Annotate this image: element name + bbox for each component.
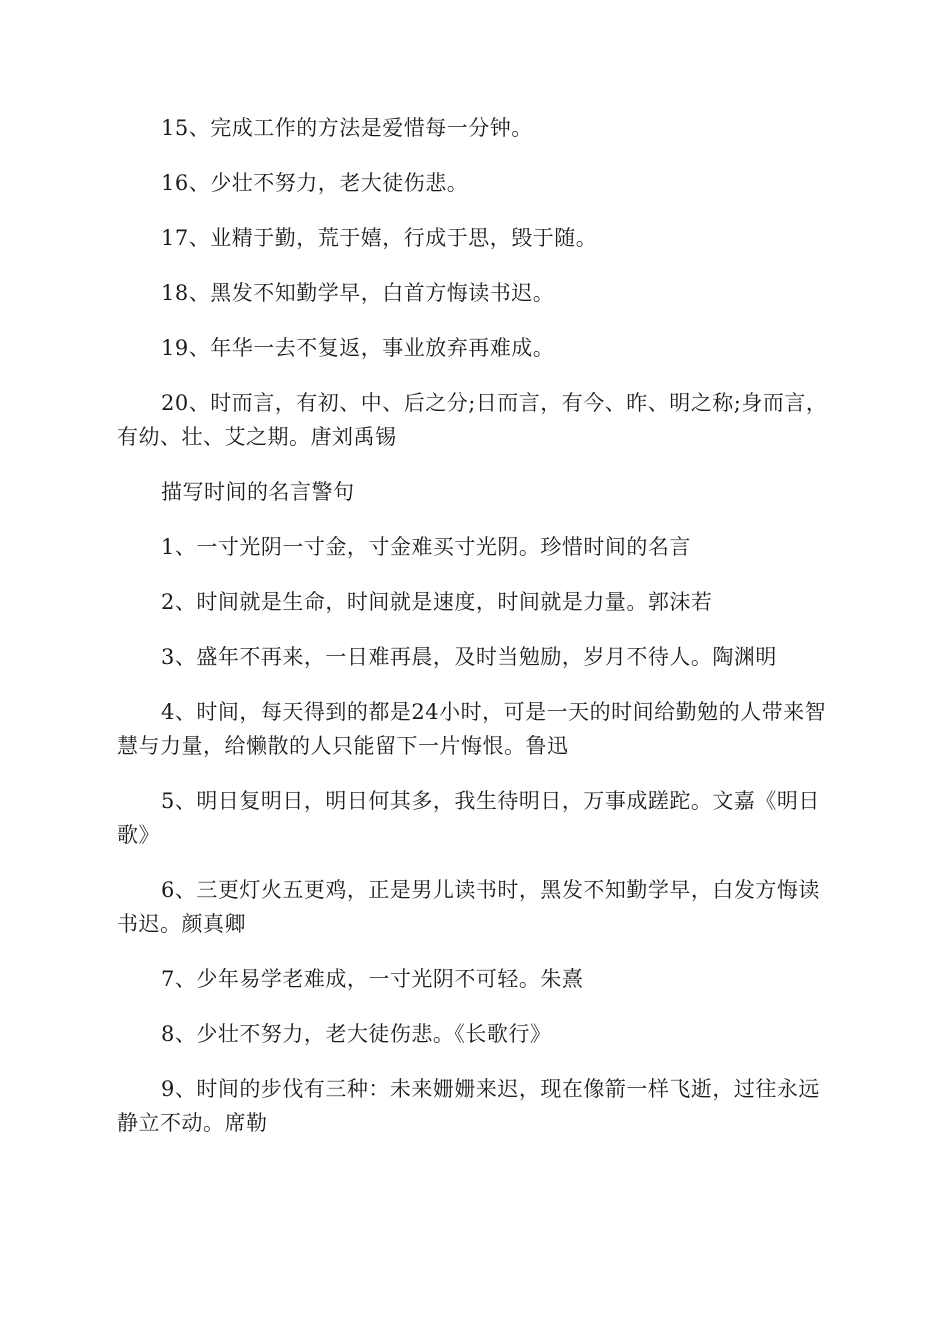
quote-2: 2、时间就是生命，时间就是速度，时间就是力量。郭沫若: [161, 590, 713, 614]
quote-4: 4、时间，每天得到的都是24小时，可是一天的时间给勤勉的人带来智慧与力量，给懒散的人只能留下一片悔恨。鲁迅: [117, 700, 827, 758]
quote-3: 3、盛年不再来，一日难再晨，及时当勉励，岁月不待人。陶渊明: [161, 645, 777, 669]
section-heading: 描写时间的名言警句: [161, 480, 355, 504]
quote-19: 19、年华一去不复返，事业放弃再难成。: [161, 336, 555, 360]
document-body: [117, 111, 835, 1161]
quote-16: 16、少壮不努力，老大徒伤悲。: [161, 171, 469, 195]
quote-5: 5、明日复明日，明日何其多，我生待明日，万事成蹉跎。文嘉《明日歌》: [117, 789, 820, 847]
quote-15: 15、完成工作的方法是爱惜每一分钟。: [161, 116, 533, 140]
quote-6: 6、三更灯火五更鸡，正是男儿读书时，黑发不知勤学早，白发方悔读书迟。颜真卿: [117, 878, 820, 936]
quote-17: 17、业精于勤，荒于嬉，行成于思，毁于随。: [161, 226, 598, 250]
quote-8: 8、少壮不努力，老大徒伤悲。《长歌行》: [161, 1022, 552, 1046]
quote-20: 20、时而言，有初、中、后之分;日而言，有今、昨、明之称;身而言，有幼、壮、艾之期。唐刘禹锡: [117, 391, 828, 449]
quote-18: 18、黑发不知勤学早，白首方悔读书迟。: [161, 281, 555, 305]
quote-7: 7、少年易学老难成，一寸光阴不可轻。朱熹: [161, 967, 584, 991]
quote-1: 1、一寸光阴一寸金，寸金难买寸光阴。珍惜时间的名言: [161, 535, 691, 559]
quote-9: 9、时间的步伐有三种：未来姗姗来迟，现在像箭一样飞逝，过往永远静立不动。席勒: [117, 1077, 820, 1135]
